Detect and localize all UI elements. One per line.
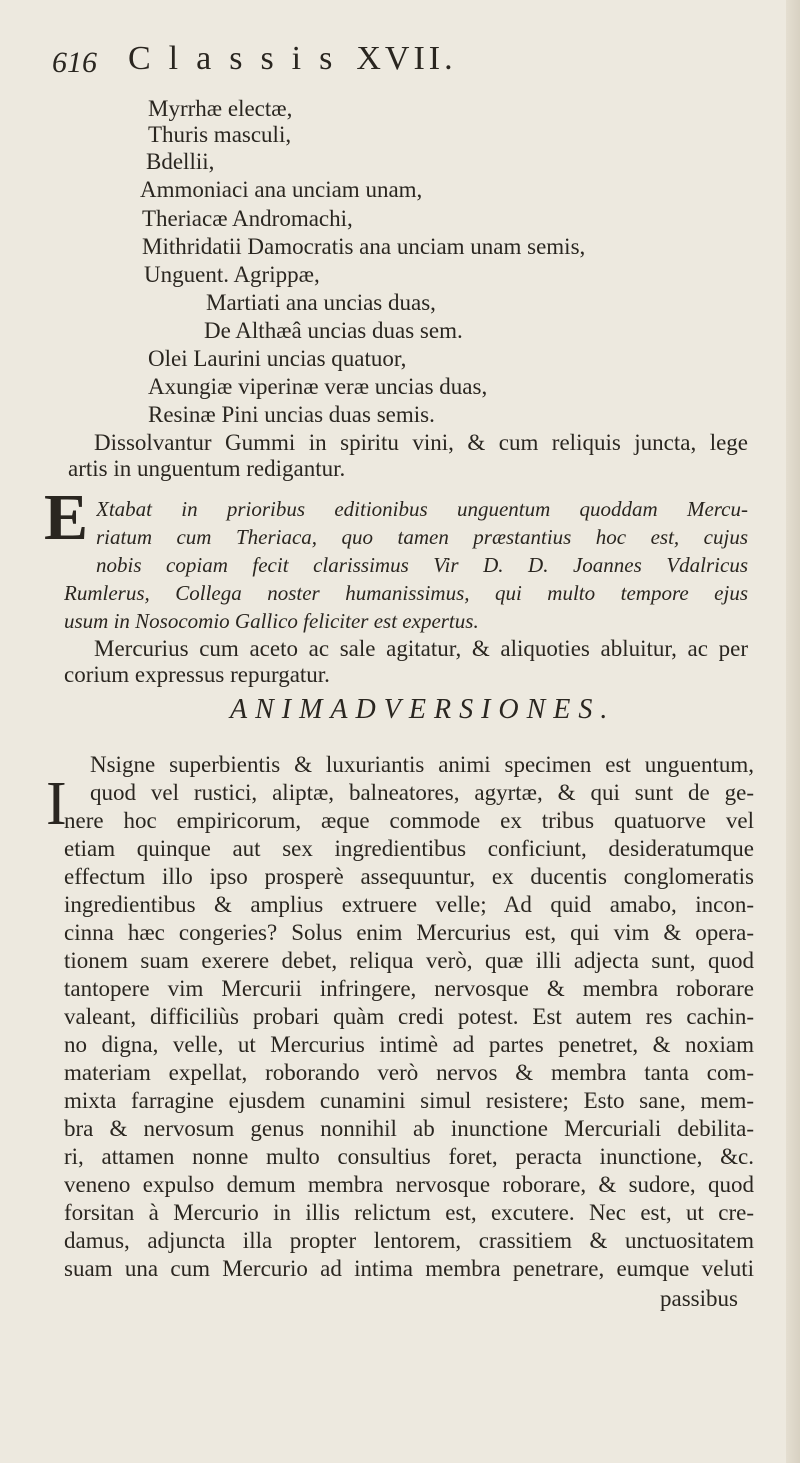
body-line: valeant, difficiliùs probari quàm credi potest. Est autem res cachin- bbox=[64, 1004, 754, 1029]
recipe-line: Ammoniaci ana unciam unam, bbox=[140, 177, 423, 202]
section-heading: ANIMADVERSIONES. bbox=[230, 694, 616, 725]
body-line: damus, adjuncta illa propter lentorem, crassitiem & unctuositatem bbox=[64, 1228, 754, 1253]
note-line: nobis copiam fecit clarissimus Vir D. D. Joannes Vdalricus bbox=[96, 553, 748, 577]
body-line: mixta farragine ejusdem cunamini simul resistere; Esto sane, mem- bbox=[64, 1088, 754, 1113]
body-line: materiam expellat, roborando verò nervos & membra tanta com- bbox=[64, 1060, 754, 1085]
note-line: Xtabat in prioribus editionibus unguentum quoddam Mercu- bbox=[96, 497, 748, 521]
body-line: ingredientibus & amplius extruere velle; Ad quid amabo, incon- bbox=[64, 892, 754, 917]
body-line: quod vel rustici, aliptæ, balneatores, agyrtæ, & qui sunt de ge- bbox=[90, 780, 754, 805]
instruction-line: artis in unguentum redigantur. bbox=[68, 456, 346, 481]
body-line: bra & nervosum genus nonnihil ab inunctione Mercuriali debilita- bbox=[64, 1116, 754, 1141]
body-line: veneno expulso demum membra nervosque roborare, & sudore, quod bbox=[64, 1172, 754, 1197]
running-head-classis: Classis bbox=[128, 40, 351, 77]
instruction-line: Mercurius cum aceto ac sale agitatur, & aliquoties abluitur, ac per bbox=[94, 636, 748, 661]
body-line: cinna hæc congeries? Solus enim Mercurius est, qui vim & opera- bbox=[64, 920, 754, 945]
instruction-line: corium expressus repurgatur. bbox=[64, 662, 330, 687]
instruction-line: Dissolvantur Gummi in spiritu vini, & cum reliquis juncta, lege bbox=[94, 430, 748, 455]
page-number: 616 bbox=[52, 46, 97, 79]
running-head-number: XVII. bbox=[356, 40, 457, 77]
body-line: etiam quinque aut sex ingredientibus conficiunt, desideratumque bbox=[64, 836, 754, 861]
drop-initial-i: I bbox=[46, 770, 67, 838]
body-line: effectum illo ipso prosperè assequuntur, ex ducentis conglomeratis bbox=[64, 864, 754, 889]
recipe-line: Thuris masculi, bbox=[148, 122, 292, 147]
recipe-line: Bdellii, bbox=[146, 149, 215, 174]
recipe-line: De Althæâ uncias duas sem. bbox=[204, 318, 463, 343]
page-edge bbox=[786, 0, 800, 1463]
recipe-line: Unguent. Agrippæ, bbox=[144, 262, 320, 287]
note-line: Rumlerus, Collega noster humanissimus, qui multo tempore ejus bbox=[64, 581, 748, 605]
recipe-line: Mithridatii Damocratis ana unciam unam semis, bbox=[142, 234, 586, 259]
recipe-line: Resinæ Pini uncias duas semis. bbox=[148, 402, 435, 427]
body-line: nere hoc empiricorum, æque commode ex tribus quatuorve vel bbox=[64, 808, 754, 833]
catchword: passibus bbox=[660, 1286, 738, 1311]
body-line: tantopere vim Mercurii infringere, nervosque & membra roborare bbox=[64, 976, 754, 1001]
recipe-line: Axungiæ viperinæ veræ uncias duas, bbox=[148, 374, 488, 399]
body-line: Nsigne superbientis & luxuriantis animi specimen est unguentum, bbox=[90, 752, 754, 777]
running-head bbox=[128, 40, 457, 78]
body-line: forsitan à Mercurio in illis relictum est, excutere. Nec est, ut cre- bbox=[64, 1200, 754, 1225]
body-line: no digna, velle, ut Mercurius intimè ad partes penetret, & noxiam bbox=[64, 1032, 754, 1057]
note-line: usum in Nosocomio Gallico feliciter est expertus. bbox=[64, 609, 479, 633]
body-line: tionem suam exerere debet, reliqua verò, quæ illi adjecta sunt, quod bbox=[64, 948, 754, 973]
recipe-line: Olei Laurini uncias quatuor, bbox=[148, 346, 407, 371]
body-line: ri, attamen nonne multo consultius foret, peracta inunctione, &c. bbox=[64, 1144, 754, 1169]
recipe-line: Theriacæ Andromachi, bbox=[142, 206, 353, 231]
recipe-line: Myrrhæ electæ, bbox=[148, 96, 293, 121]
note-line: riatum cum Theriaca, quo tamen præstantius hoc est, cujus bbox=[96, 525, 748, 549]
recipe-line: Martiati ana uncias duas, bbox=[206, 290, 436, 315]
drop-initial-e: E bbox=[44, 481, 89, 554]
body-line: suam una cum Mercurio ad intima membra penetrare, eumque veluti bbox=[64, 1256, 754, 1281]
